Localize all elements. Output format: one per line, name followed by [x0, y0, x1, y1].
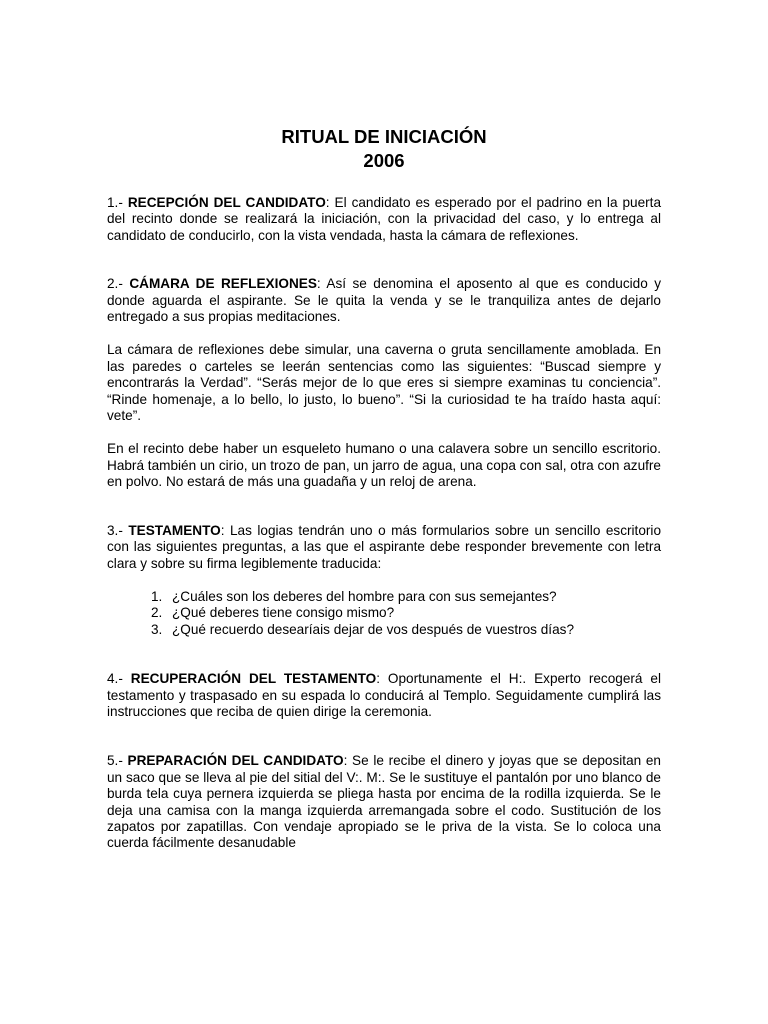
- section-1-heading: RECEPCIÓN DEL CANDIDATO: [127, 195, 326, 210]
- document-title: [107, 125, 661, 173]
- section-5-number: 5.-: [107, 753, 128, 769]
- list-item: [107, 589, 661, 605]
- section-4-text: : Oportunamente el H:. Experto recogerá el testamento y traspasado en su espada lo conducirá al Templo. Seguidamente cumplirá las instrucciones que reciba de quien dirige la ceremonia.: [107, 671, 661, 719]
- section-5-heading: PREPARACIÓN DEL CANDIDATO: [127, 753, 344, 769]
- list-item-number: 1.: [151, 588, 163, 604]
- section-4-paragraph-1: [107, 671, 661, 720]
- document-page: [107, 125, 661, 852]
- section-2-text: : Así se denomina el aposento al que es conducido y donde aguarda el aspirante. Se le quita la venda y se le tranquiliza antes de dejarlo entregado a sus propias meditaciones.: [107, 276, 661, 325]
- section-2-paragraph-3: En el recinto debe haber un esqueleto humano o una calavera sobre un sencillo escritorio. Habrá también un cirio, un trozo de pan, un jarro de agua, una copa con sal, otra con azufre en polvo. No estará de más una guadaña y un reloj de arena.: [107, 441, 661, 490]
- list-item-text: ¿Qué deberes tiene consigo mismo?: [172, 605, 395, 621]
- section-2-heading: CÁMARA DE REFLEXIONES: [129, 276, 317, 292]
- section-1-number: 1.-: [107, 195, 128, 210]
- section-3-paragraph-1: [107, 523, 661, 572]
- section-2-number: 2.-: [107, 276, 130, 292]
- list-item-text: ¿Qué recuerdo desearíais dejar de vos después de vuestros días?: [172, 621, 575, 637]
- section-5-text: : Se le recibe el dinero y joyas que se depositan en un saco que se lleva al pie del sitial del V:. M:. Se le sustituye el pantalón por uno blanco de burda tela cuya pernera izquierda se pliega hasta por encima de la rodilla izquierda. Se le deja una camisa con la manga izquierda arremangada sobre el codo. Sustitución de los zapatos por zapatillas. Con vendaje apropiado se le priva de la vista. Se lo coloca una cuerda fácilmente desanudable: [107, 753, 661, 851]
- section-2-paragraph-1: [107, 276, 661, 325]
- section-3-number: 3.-: [107, 522, 129, 538]
- section-1-text: : El candidato es esperado por el padrino en la puerta del recinto donde se realizará la iniciación, con la privacidad del caso, y lo entrega al candidato de conducirlo, con la vista vendada, hasta la cámara de reflexiones.: [107, 195, 662, 243]
- questions-list: [107, 589, 661, 638]
- list-item-number: 2.: [151, 605, 163, 621]
- section-5-paragraph-1: [107, 753, 661, 851]
- title-line-1: RITUAL DE INICIACIÓN: [281, 126, 487, 147]
- section-2-paragraph-2: La cámara de reflexiones debe simular, una caverna o gruta sencillamente amoblada. En las paredes o carteles se leerán sentencias como las siguientes: “Buscad siempre y encontrarás la Verdad”. “Serás mejor de lo que eres si siempre examinas tu conciencia”. “Rinde homenaje, a lo bello, lo justo, lo bueno”. “Si la curiosidad te ha traído hasta aquí: vete”.: [107, 342, 661, 424]
- section-3-text: : Las logias tendrán uno o más formularios sobre un sencillo escritorio con las siguientes preguntas, a las que el aspirante debe responder brevemente con letra clara y sobre su firma legiblemente traducida:: [107, 522, 662, 571]
- list-item-number: 3.: [151, 621, 163, 637]
- section-4-number: 4.-: [107, 671, 131, 687]
- section-4-heading: RECUPERACIÓN DEL TESTAMENTO: [130, 671, 377, 687]
- list-item: [107, 622, 661, 638]
- title-line-2: 2006: [363, 150, 405, 171]
- section-3-heading: TESTAMENTO: [128, 522, 221, 538]
- list-item: [107, 605, 661, 621]
- section-1-paragraph-1: [107, 195, 661, 244]
- list-item-text: ¿Cuáles son los deberes del hombre para con sus semejantes?: [172, 588, 557, 604]
